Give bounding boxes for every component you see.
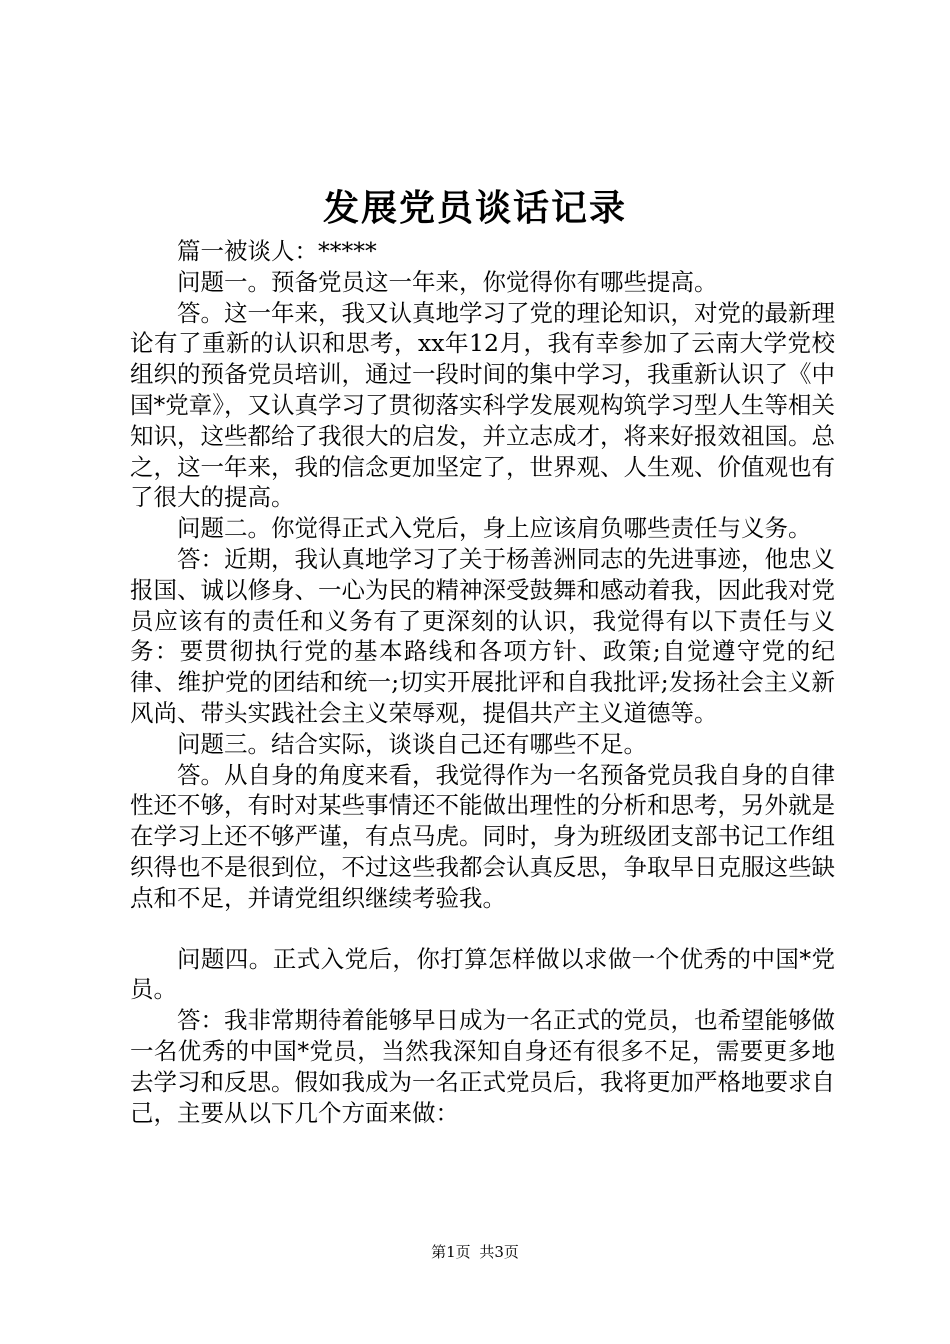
page-footer	[0, 1240, 950, 1264]
paragraph-question-4: 问题四。正式入党后，你打算怎样做以求做一个优秀的中国*党员。	[130, 944, 835, 1004]
paragraph-interviewee: 篇一被谈人：*****	[177, 237, 377, 265]
paragraph-answer-1: 答。这一年来，我又认真地学习了党的理论知识，对党的最新理论有了重新的认识和思考，xx年12月，我有幸参加了云南大学党校组织的预备党员培训，通过一段时间的集中学习，我重新认识了《中国*党章》，又认真学习了贯彻落实科学发展观构筑学习型人生等相关知识，这些都给了我很大的启发，并立志成才，将来好报效祖国。总之，这一年来，我的信念更加坚定了，世界观、人生观、价值观也有了很大的提高。	[130, 298, 835, 512]
paragraph-question-1: 问题一。预备党员这一年来，你觉得你有哪些提高。	[177, 267, 718, 296]
document-body	[130, 236, 835, 1128]
paragraph-answer-4: 答：我非常期待着能够早日成为一名正式的党员，也希望能够做一名优秀的中国*党员，当然我深知自身还有很多不足，需要更多地去学习和反思。假如我成为一名正式党员后，我将更加严格地要求自己，主要从以下几个方面来做：	[130, 1006, 835, 1127]
paragraph-question-3: 问题三。结合实际，谈谈自己还有哪些不足。	[177, 729, 647, 758]
paragraph-question-2: 问题二。你觉得正式入党后，身上应该肩负哪些责任与义务。	[177, 514, 812, 543]
paragraph-answer-3: 答。从自身的角度来看，我觉得作为一名预备党员我自身的自律性还不够，有时对某些事情还不能做出理性的分析和思考，另外就是在学习上还不够严谨，有点马虎。同时，身为班级团支部书记工作组织得也不是很到位，不过这些我都会认真反思，争取早日克服这些缺点和不足，并请党组织继续考验我。	[130, 760, 835, 912]
paragraph-answer-2: 答：近期，我认真地学习了关于杨善洲同志的先进事迹，他忠义报国、诚以修身、一心为民的精神深受鼓舞和感动着我，因此我对党员应该有的责任和义务有了更深刻的认识，我觉得有以下责任与义务：要贯彻执行党的基本路线和各项方针、政策;自觉遵守党的纪律、维护党的团结和统一;切实开展批评和自我批评;发扬社会主义新风尚、带头实践社会主义荣辱观，提倡共产主义道德等。	[130, 544, 835, 727]
page-number: 第1页	[431, 1243, 471, 1261]
page-total: 共3页	[479, 1243, 519, 1261]
document-title: 发展党员谈话记录	[322, 187, 627, 229]
